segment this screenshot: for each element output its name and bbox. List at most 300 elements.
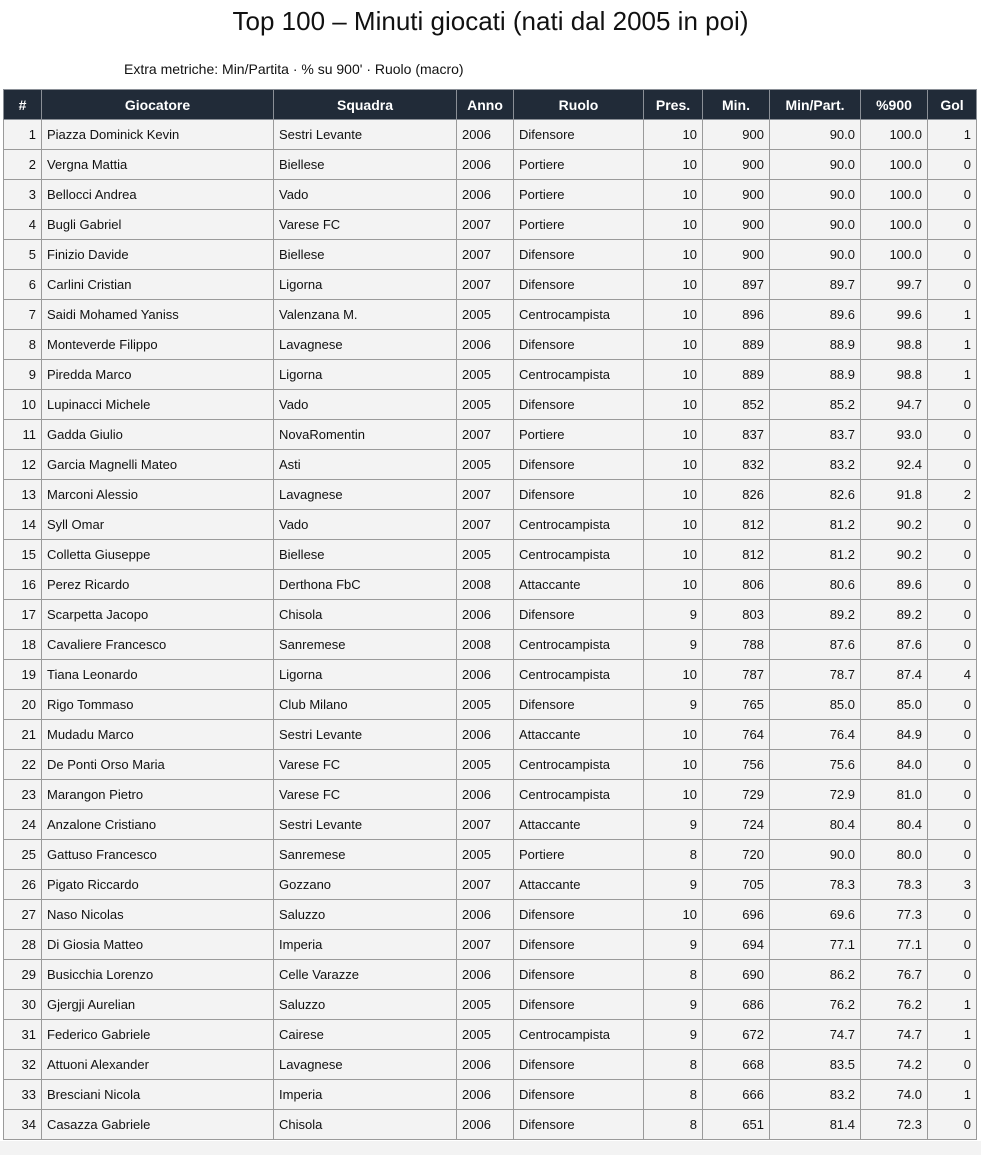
table-row xyxy=(4,210,977,240)
cell-minutes: 729 xyxy=(703,780,770,810)
cell-percent-900: 77.1 xyxy=(861,930,928,960)
cell-team: Club Milano xyxy=(274,690,457,720)
cell-minutes-per-match: 85.2 xyxy=(770,390,861,420)
cell-percent-900: 91.8 xyxy=(861,480,928,510)
cell-goals: 0 xyxy=(928,510,977,540)
cell-role: Centrocampista xyxy=(514,780,644,810)
cell-appearances: 9 xyxy=(644,990,703,1020)
cell-role: Attaccante xyxy=(514,810,644,840)
cell-year: 2005 xyxy=(457,750,514,780)
cell-minutes-per-match: 78.7 xyxy=(770,660,861,690)
cell-player: Federico Gabriele xyxy=(42,1020,274,1050)
cell-minutes: 812 xyxy=(703,510,770,540)
cell-team: Biellese xyxy=(274,150,457,180)
cell-appearances: 10 xyxy=(644,660,703,690)
cell-rank: 30 xyxy=(4,990,42,1020)
cell-rank: 11 xyxy=(4,420,42,450)
cell-player: Syll Omar xyxy=(42,510,274,540)
cell-team: Imperia xyxy=(274,1080,457,1110)
cell-goals: 0 xyxy=(928,780,977,810)
cell-appearances: 10 xyxy=(644,750,703,780)
cell-rank: 31 xyxy=(4,1020,42,1050)
cell-year: 2006 xyxy=(457,660,514,690)
cell-rank: 5 xyxy=(4,240,42,270)
cell-rank: 13 xyxy=(4,480,42,510)
cell-team: Asti xyxy=(274,450,457,480)
cell-player: Bellocci Andrea xyxy=(42,180,274,210)
cell-appearances: 10 xyxy=(644,270,703,300)
cell-percent-900: 100.0 xyxy=(861,210,928,240)
cell-minutes: 900 xyxy=(703,240,770,270)
cell-player: Marconi Alessio xyxy=(42,480,274,510)
cell-minutes-per-match: 76.4 xyxy=(770,720,861,750)
cell-goals: 0 xyxy=(928,570,977,600)
cell-player: Cavaliere Francesco xyxy=(42,630,274,660)
cell-year: 2007 xyxy=(457,480,514,510)
cell-goals: 1 xyxy=(928,990,977,1020)
cell-minutes-per-match: 83.5 xyxy=(770,1050,861,1080)
cell-minutes-per-match: 89.7 xyxy=(770,270,861,300)
cell-rank: 32 xyxy=(4,1050,42,1080)
cell-appearances: 10 xyxy=(644,780,703,810)
cell-team: Biellese xyxy=(274,540,457,570)
cell-year: 2005 xyxy=(457,1020,514,1050)
cell-player: Attuoni Alexander xyxy=(42,1050,274,1080)
table-row xyxy=(4,600,977,630)
cell-minutes-per-match: 83.2 xyxy=(770,1080,861,1110)
cell-minutes: 694 xyxy=(703,930,770,960)
cell-minutes: 837 xyxy=(703,420,770,450)
cell-player: Marangon Pietro xyxy=(42,780,274,810)
cell-minutes: 668 xyxy=(703,1050,770,1080)
page-title: Top 100 – Minuti giocati (nati dal 2005 in poi) xyxy=(232,6,749,36)
cell-appearances: 10 xyxy=(644,900,703,930)
cell-team: NovaRomentin xyxy=(274,420,457,450)
cell-minutes: 832 xyxy=(703,450,770,480)
cell-minutes: 705 xyxy=(703,870,770,900)
cell-role: Portiere xyxy=(514,210,644,240)
cell-role: Attaccante xyxy=(514,720,644,750)
cell-rank: 33 xyxy=(4,1080,42,1110)
cell-team: Lavagnese xyxy=(274,330,457,360)
cell-rank: 4 xyxy=(4,210,42,240)
table-row xyxy=(4,510,977,540)
cell-rank: 8 xyxy=(4,330,42,360)
cell-appearances: 10 xyxy=(644,510,703,540)
cell-rank: 14 xyxy=(4,510,42,540)
cell-percent-900: 76.2 xyxy=(861,990,928,1020)
cell-year: 2006 xyxy=(457,1080,514,1110)
cell-minutes-per-match: 78.3 xyxy=(770,870,861,900)
cell-appearances: 10 xyxy=(644,360,703,390)
cell-rank: 15 xyxy=(4,540,42,570)
cell-player: Monteverde Filippo xyxy=(42,330,274,360)
cell-minutes-per-match: 81.2 xyxy=(770,510,861,540)
cell-goals: 0 xyxy=(928,960,977,990)
column-header-rank[interactable]: # xyxy=(4,90,42,120)
cell-minutes-per-match: 75.6 xyxy=(770,750,861,780)
cell-rank: 21 xyxy=(4,720,42,750)
cell-year: 2007 xyxy=(457,810,514,840)
cell-minutes-per-match: 90.0 xyxy=(770,840,861,870)
cell-appearances: 10 xyxy=(644,540,703,570)
table-row xyxy=(4,780,977,810)
table-body xyxy=(4,120,977,1140)
cell-goals: 0 xyxy=(928,240,977,270)
cell-appearances: 10 xyxy=(644,300,703,330)
table-header xyxy=(4,90,977,120)
column-header-minutes[interactable]: Min. xyxy=(703,90,770,120)
cell-goals: 0 xyxy=(928,270,977,300)
column-header-player[interactable]: Giocatore xyxy=(42,90,274,120)
cell-role: Centrocampista xyxy=(514,360,644,390)
cell-year: 2007 xyxy=(457,210,514,240)
cell-minutes: 756 xyxy=(703,750,770,780)
cell-goals: 1 xyxy=(928,120,977,150)
table-bottom-band xyxy=(0,1141,981,1155)
cell-team: Sestri Levante xyxy=(274,120,457,150)
cell-minutes: 900 xyxy=(703,210,770,240)
cell-role: Difensore xyxy=(514,930,644,960)
cell-role: Difensore xyxy=(514,390,644,420)
cell-player: Bresciani Nicola xyxy=(42,1080,274,1110)
cell-percent-900: 77.3 xyxy=(861,900,928,930)
cell-team: Saluzzo xyxy=(274,990,457,1020)
cell-percent-900: 92.4 xyxy=(861,450,928,480)
cell-minutes-per-match: 76.2 xyxy=(770,990,861,1020)
cell-percent-900: 81.0 xyxy=(861,780,928,810)
cell-minutes: 889 xyxy=(703,330,770,360)
cell-appearances: 10 xyxy=(644,120,703,150)
table-row xyxy=(4,120,977,150)
cell-minutes-per-match: 69.6 xyxy=(770,900,861,930)
table-row xyxy=(4,150,977,180)
cell-rank: 7 xyxy=(4,300,42,330)
cell-year: 2005 xyxy=(457,450,514,480)
cell-goals: 0 xyxy=(928,840,977,870)
column-header-team[interactable]: Squadra xyxy=(274,90,457,120)
cell-role: Portiere xyxy=(514,420,644,450)
cell-minutes: 666 xyxy=(703,1080,770,1110)
cell-minutes-per-match: 89.6 xyxy=(770,300,861,330)
cell-minutes: 690 xyxy=(703,960,770,990)
cell-appearances: 8 xyxy=(644,960,703,990)
cell-minutes-per-match: 89.2 xyxy=(770,600,861,630)
cell-goals: 0 xyxy=(928,1050,977,1080)
table-row xyxy=(4,870,977,900)
cell-team: Sestri Levante xyxy=(274,720,457,750)
cell-rank: 20 xyxy=(4,690,42,720)
cell-appearances: 9 xyxy=(644,930,703,960)
cell-minutes: 806 xyxy=(703,570,770,600)
cell-minutes-per-match: 90.0 xyxy=(770,240,861,270)
cell-rank: 1 xyxy=(4,120,42,150)
cell-player: Busicchia Lorenzo xyxy=(42,960,274,990)
cell-minutes: 696 xyxy=(703,900,770,930)
cell-year: 2005 xyxy=(457,360,514,390)
cell-percent-900: 99.6 xyxy=(861,300,928,330)
cell-minutes: 803 xyxy=(703,600,770,630)
table-row xyxy=(4,240,977,270)
cell-percent-900: 100.0 xyxy=(861,150,928,180)
cell-player: Naso Nicolas xyxy=(42,900,274,930)
cell-year: 2005 xyxy=(457,540,514,570)
column-header-role[interactable]: Ruolo xyxy=(514,90,644,120)
cell-appearances: 10 xyxy=(644,420,703,450)
cell-team: Vado xyxy=(274,180,457,210)
cell-percent-900: 93.0 xyxy=(861,420,928,450)
table-row xyxy=(4,570,977,600)
cell-goals: 2 xyxy=(928,480,977,510)
cell-team: Biellese xyxy=(274,240,457,270)
cell-appearances: 10 xyxy=(644,720,703,750)
column-header-minutes-per-match[interactable]: Min/Part. xyxy=(770,90,861,120)
cell-percent-900: 87.6 xyxy=(861,630,928,660)
cell-role: Difensore xyxy=(514,450,644,480)
table-row xyxy=(4,300,977,330)
cell-minutes-per-match: 77.1 xyxy=(770,930,861,960)
cell-role: Difensore xyxy=(514,1080,644,1110)
cell-player: Anzalone Cristiano xyxy=(42,810,274,840)
cell-goals: 0 xyxy=(928,150,977,180)
cell-team: Celle Varazze xyxy=(274,960,457,990)
cell-player: Di Giosia Matteo xyxy=(42,930,274,960)
cell-player: Saidi Mohamed Yaniss xyxy=(42,300,274,330)
cell-minutes: 672 xyxy=(703,1020,770,1050)
cell-team: Cairese xyxy=(274,1020,457,1050)
cell-role: Attaccante xyxy=(514,870,644,900)
cell-player: Piredda Marco xyxy=(42,360,274,390)
cell-percent-900: 90.2 xyxy=(861,540,928,570)
cell-minutes-per-match: 86.2 xyxy=(770,960,861,990)
cell-minutes: 765 xyxy=(703,690,770,720)
table-row xyxy=(4,1110,977,1140)
cell-minutes-per-match: 90.0 xyxy=(770,120,861,150)
column-header-goals[interactable]: Gol xyxy=(928,90,977,120)
cell-appearances: 10 xyxy=(644,180,703,210)
cell-player: Rigo Tommaso xyxy=(42,690,274,720)
cell-percent-900: 72.3 xyxy=(861,1110,928,1140)
cell-percent-900: 84.0 xyxy=(861,750,928,780)
cell-rank: 25 xyxy=(4,840,42,870)
cell-appearances: 10 xyxy=(644,390,703,420)
cell-minutes-per-match: 90.0 xyxy=(770,180,861,210)
cell-year: 2006 xyxy=(457,900,514,930)
cell-team: Saluzzo xyxy=(274,900,457,930)
table-row xyxy=(4,540,977,570)
cell-year: 2005 xyxy=(457,300,514,330)
cell-player: Garcia Magnelli Mateo xyxy=(42,450,274,480)
cell-team: Chisola xyxy=(274,1110,457,1140)
cell-role: Difensore xyxy=(514,480,644,510)
cell-appearances: 10 xyxy=(644,330,703,360)
cell-minutes-per-match: 72.9 xyxy=(770,780,861,810)
cell-team: Valenzana M. xyxy=(274,300,457,330)
cell-minutes-per-match: 85.0 xyxy=(770,690,861,720)
cell-player: Piazza Dominick Kevin xyxy=(42,120,274,150)
cell-appearances: 9 xyxy=(644,810,703,840)
cell-goals: 0 xyxy=(928,900,977,930)
cell-rank: 22 xyxy=(4,750,42,780)
cell-rank: 6 xyxy=(4,270,42,300)
cell-minutes: 812 xyxy=(703,540,770,570)
cell-rank: 9 xyxy=(4,360,42,390)
cell-team: Sanremese xyxy=(274,840,457,870)
cell-minutes: 787 xyxy=(703,660,770,690)
cell-role: Difensore xyxy=(514,1110,644,1140)
cell-team: Varese FC xyxy=(274,780,457,810)
cell-minutes-per-match: 90.0 xyxy=(770,150,861,180)
cell-player: Perez Ricardo xyxy=(42,570,274,600)
cell-player: Lupinacci Michele xyxy=(42,390,274,420)
cell-team: Chisola xyxy=(274,600,457,630)
cell-team: Varese FC xyxy=(274,750,457,780)
cell-year: 2006 xyxy=(457,1110,514,1140)
cell-role: Centrocampista xyxy=(514,510,644,540)
cell-rank: 12 xyxy=(4,450,42,480)
cell-role: Difensore xyxy=(514,330,644,360)
cell-team: Gozzano xyxy=(274,870,457,900)
cell-minutes: 724 xyxy=(703,810,770,840)
column-header-percent-900[interactable]: %900 xyxy=(861,90,928,120)
cell-role: Difensore xyxy=(514,690,644,720)
column-header-year[interactable]: Anno xyxy=(457,90,514,120)
cell-goals: 0 xyxy=(928,810,977,840)
cell-role: Centrocampista xyxy=(514,1020,644,1050)
cell-player: Vergna Mattia xyxy=(42,150,274,180)
cell-minutes: 900 xyxy=(703,120,770,150)
cell-year: 2006 xyxy=(457,150,514,180)
cell-minutes-per-match: 81.2 xyxy=(770,540,861,570)
cell-appearances: 8 xyxy=(644,840,703,870)
cell-percent-900: 74.2 xyxy=(861,1050,928,1080)
cell-percent-900: 89.2 xyxy=(861,600,928,630)
cell-player: Gjergji Aurelian xyxy=(42,990,274,1020)
cell-player: Scarpetta Jacopo xyxy=(42,600,274,630)
cell-minutes: 897 xyxy=(703,270,770,300)
cell-minutes: 889 xyxy=(703,360,770,390)
cell-appearances: 8 xyxy=(644,1110,703,1140)
cell-year: 2007 xyxy=(457,420,514,450)
cell-rank: 17 xyxy=(4,600,42,630)
cell-rank: 24 xyxy=(4,810,42,840)
cell-minutes-per-match: 80.6 xyxy=(770,570,861,600)
page-subtitle: Extra metriche: Min/Partita · % su 900' · Ruolo (macro) xyxy=(124,61,464,77)
cell-appearances: 10 xyxy=(644,570,703,600)
cell-year: 2005 xyxy=(457,390,514,420)
cell-team: Ligorna xyxy=(274,360,457,390)
cell-role: Centrocampista xyxy=(514,300,644,330)
cell-year: 2006 xyxy=(457,720,514,750)
cell-team: Varese FC xyxy=(274,210,457,240)
table-row xyxy=(4,270,977,300)
cell-year: 2006 xyxy=(457,180,514,210)
cell-minutes-per-match: 81.4 xyxy=(770,1110,861,1140)
cell-percent-900: 84.9 xyxy=(861,720,928,750)
cell-team: Vado xyxy=(274,390,457,420)
cell-goals: 1 xyxy=(928,1080,977,1110)
cell-player: Colletta Giuseppe xyxy=(42,540,274,570)
cell-year: 2007 xyxy=(457,270,514,300)
cell-percent-900: 78.3 xyxy=(861,870,928,900)
table-row xyxy=(4,180,977,210)
cell-year: 2005 xyxy=(457,690,514,720)
cell-player: De Ponti Orso Maria xyxy=(42,750,274,780)
cell-year: 2006 xyxy=(457,120,514,150)
cell-team: Sestri Levante xyxy=(274,810,457,840)
cell-player: Finizio Davide xyxy=(42,240,274,270)
cell-team: Derthona FbC xyxy=(274,570,457,600)
cell-rank: 19 xyxy=(4,660,42,690)
column-header-appearances[interactable]: Pres. xyxy=(644,90,703,120)
cell-minutes: 651 xyxy=(703,1110,770,1140)
cell-year: 2006 xyxy=(457,330,514,360)
cell-role: Difensore xyxy=(514,900,644,930)
cell-role: Portiere xyxy=(514,840,644,870)
cell-team: Sanremese xyxy=(274,630,457,660)
cell-minutes-per-match: 83.7 xyxy=(770,420,861,450)
header-row xyxy=(4,90,977,120)
cell-percent-900: 98.8 xyxy=(861,330,928,360)
table-row xyxy=(4,900,977,930)
cell-appearances: 10 xyxy=(644,240,703,270)
cell-appearances: 9 xyxy=(644,1020,703,1050)
cell-rank: 26 xyxy=(4,870,42,900)
cell-player: Gattuso Francesco xyxy=(42,840,274,870)
cell-year: 2008 xyxy=(457,630,514,660)
table-row xyxy=(4,360,977,390)
cell-minutes: 896 xyxy=(703,300,770,330)
cell-minutes: 720 xyxy=(703,840,770,870)
cell-percent-900: 80.0 xyxy=(861,840,928,870)
cell-rank: 10 xyxy=(4,390,42,420)
cell-goals: 4 xyxy=(928,660,977,690)
cell-team: Ligorna xyxy=(274,270,457,300)
cell-rank: 27 xyxy=(4,900,42,930)
cell-year: 2006 xyxy=(457,600,514,630)
cell-rank: 16 xyxy=(4,570,42,600)
cell-role: Difensore xyxy=(514,270,644,300)
cell-goals: 0 xyxy=(928,690,977,720)
cell-percent-900: 74.7 xyxy=(861,1020,928,1050)
cell-percent-900: 100.0 xyxy=(861,120,928,150)
cell-year: 2007 xyxy=(457,870,514,900)
cell-percent-900: 99.7 xyxy=(861,270,928,300)
cell-player: Pigato Riccardo xyxy=(42,870,274,900)
cell-player: Casazza Gabriele xyxy=(42,1110,274,1140)
cell-minutes-per-match: 88.9 xyxy=(770,330,861,360)
cell-minutes-per-match: 88.9 xyxy=(770,360,861,390)
cell-team: Ligorna xyxy=(274,660,457,690)
cell-percent-900: 100.0 xyxy=(861,240,928,270)
cell-percent-900: 74.0 xyxy=(861,1080,928,1110)
cell-minutes-per-match: 82.6 xyxy=(770,480,861,510)
cell-rank: 34 xyxy=(4,1110,42,1140)
cell-minutes-per-match: 87.6 xyxy=(770,630,861,660)
cell-minutes: 788 xyxy=(703,630,770,660)
cell-percent-900: 94.7 xyxy=(861,390,928,420)
cell-appearances: 10 xyxy=(644,480,703,510)
cell-player: Bugli Gabriel xyxy=(42,210,274,240)
cell-percent-900: 90.2 xyxy=(861,510,928,540)
cell-role: Portiere xyxy=(514,150,644,180)
cell-goals: 1 xyxy=(928,300,977,330)
cell-goals: 1 xyxy=(928,360,977,390)
cell-role: Centrocampista xyxy=(514,660,644,690)
cell-player: Carlini Cristian xyxy=(42,270,274,300)
cell-team: Lavagnese xyxy=(274,1050,457,1080)
cell-appearances: 9 xyxy=(644,870,703,900)
